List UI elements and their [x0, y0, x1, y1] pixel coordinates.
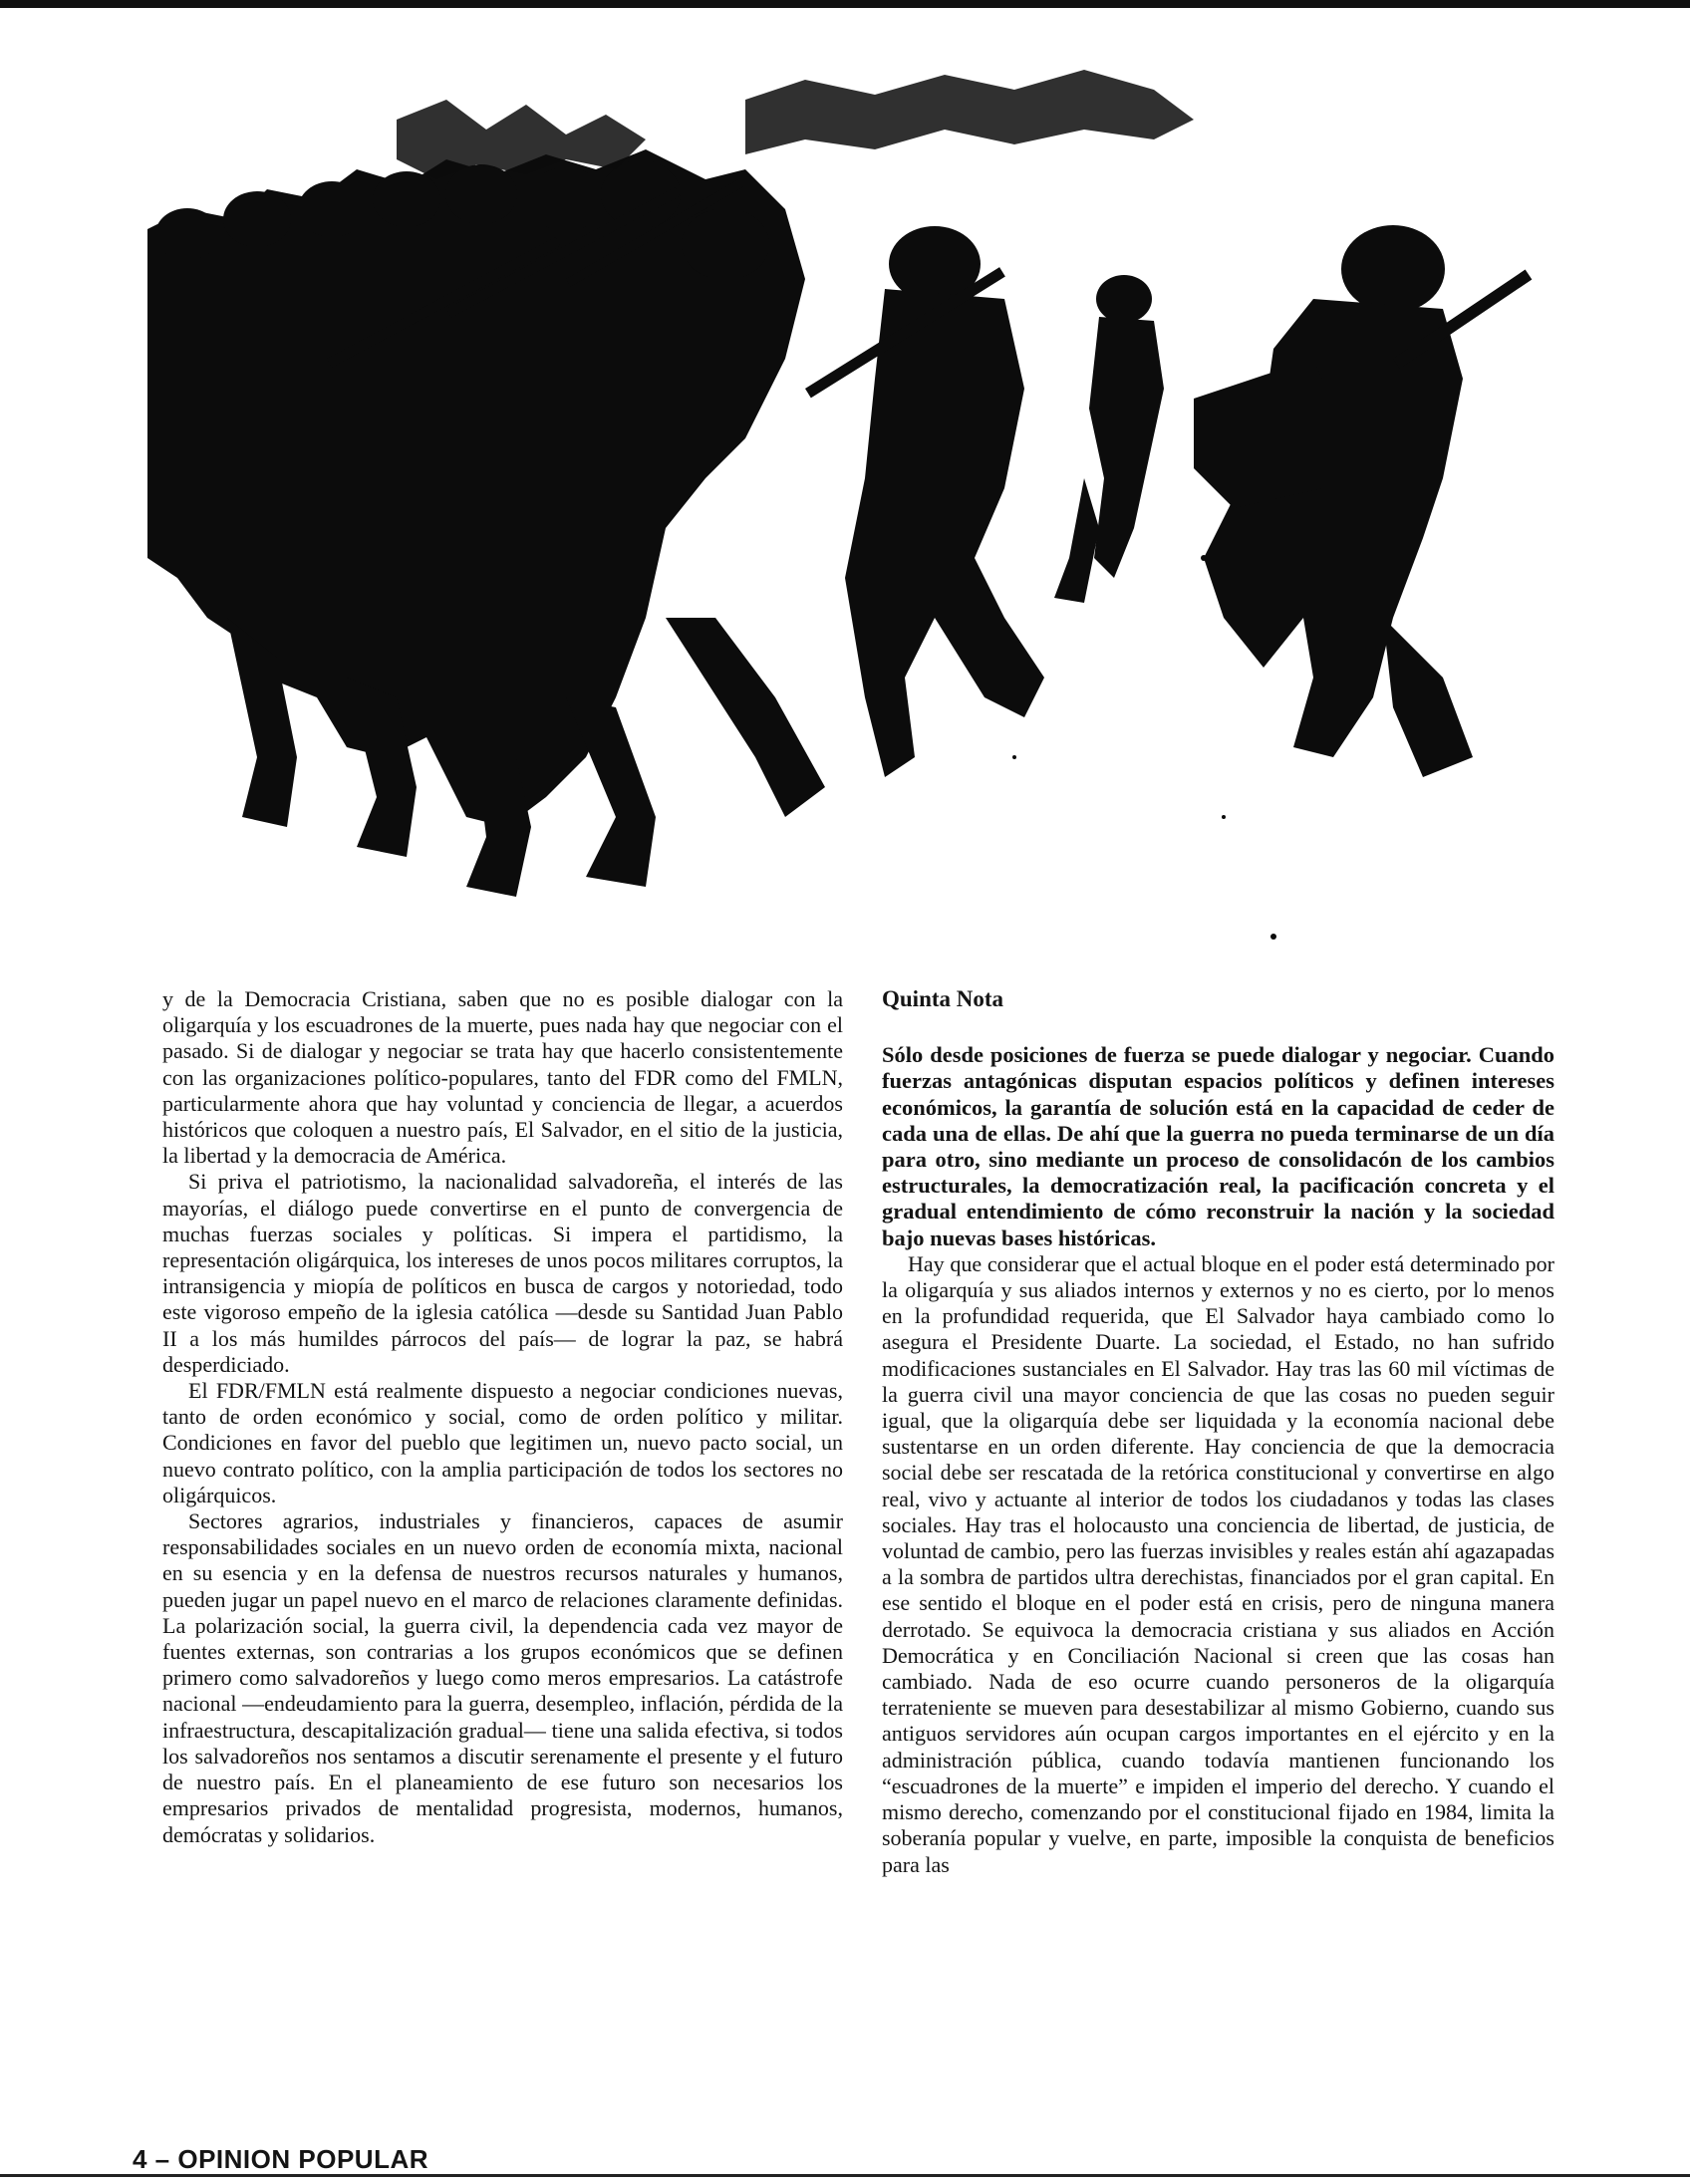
top-rule	[0, 0, 1690, 8]
page-footer: 4 – OPINION POPULAR	[133, 2144, 428, 2174]
left-paragraph-2: Si priva el patriotismo, la nacionalidad salvadoreña, el interés de las mayorías, el diálogo puede convertirse en el punto de convergencia de muchas fuerzas sociales y políticas. Si impera el partidismo, la representación oligárquica, los intereses de unos pocos militares corruptos, la intransigencia y miopía de políticos en busca de cargos y notoriedad, todo este vigoroso empeño de la iglesia católica —desde su Santidad Juan Pablo II a los más humildes párrocos del país— de lograr la paz, se habrá desperdiciado.	[162, 1169, 843, 1377]
left-paragraph-4: Sectores agrarios, industriales y financieros, capaces de asumir responsabilidades sociales en un nuevo orden de economía mixta, nacional en su esencia y en la defensa de nuestros recursos naturales y humanos, pueden jugar un papel nuevo en el marco de relaciones claramente definidas. La polarización social, la guerra civil, la dependencia cada vez mayor de fuentes externas, son contrarias a los grupos económicos que se definen primero como salvadoreños y luego como meros empresarios. La catástrofe nacional —endeudamiento para la guerra, desempleo, inflación, pérdida de la infraestructura, descapitalización gradual— tiene una salida efectiva, si todos los salvadoreños nos sentamos a discutir serenamente el presente y el futuro de nuestro país. En el planeamiento de ese futuro son necesarios los empresarios privados de mentalidad progresista, modernos, humanos, demócratas y solidarios.	[162, 1508, 843, 1847]
left-column	[162, 986, 843, 1848]
right-paragraph-1: Hay que considerar que el actual bloque en el poder está determinado por la oligarquía y sus aliados internos y externos y no es cierto, por lo menos en la profundidad requerida, que El Salvador haya cambiado como lo asegura el Presidente Duarte. La sociedad, el Estado, no han sufrido modificaciones sustanciales en El Salvador. Hay tras las 60 mil víctimas de la guerra civil una mayor conciencia de que las cosas no pueden seguir igual, que la oligarquía debe ser liquidada y la economía nacional debe sustentarse en un orden diferente. Hay conciencia de que la democracia social debe ser rescatada de la retórica constitucional y convertirse en algo real, vivo y actuante al interior de todos los ciudadanos y todas las clases sociales. Hay tras el holocausto una conciencia de libertad, de justicia, de voluntad de cambio, pero las fuerzas invisibles y reales están ahí agazapadas a la sombra de partidos ultra derechistas, financiados por el gran capital. En ese sentido el bloque en el poder está en crisis, pero de ninguna manera derrotado. Se equivoca la democracia cristiana y sus aliados en Acción Democrática y en Conciliación Nacional si creen que las cosas han cambiado. Nada de eso ocurre cuando personeros de la oligarquía terrateniente se mueven para desestabilizar al mismo Gobierno, cuando sus antiguos servidores aún ocupan cargos importantes en el ejército y en la administración pública, cuando todavía mantienen funcionando los “escuadrones de la muerte” e impiden el imperio del derecho. Y cuando el mismo derecho, comenzando por el constitucional fijado en 1984, limita la soberanía popular y vuelve, en parte, imposible la conquista de beneficios para las	[882, 1250, 1554, 1877]
left-paragraph-3: El FDR/FMLN está realmente dispuesto a negociar condiciones nuevas, tanto de orden económico y social, como de orden político y militar. Condiciones en favor del pueblo que legitimen un, nuevo pacto social, un nuevo contrato político, con la amplia participación de todos los sectores no oligárquicos.	[162, 1378, 843, 1507]
right-column	[882, 986, 1554, 1878]
left-paragraph-1: y de la Democracia Cristiana, saben que no es posible dialogar con la oligarquía y los escuadrones de la muerte, pues nada hay que negociar con el pasado. Si de dialogar y negociar se trata hay que hacerlo consistentemente con las organizaciones político-populares, tanto del FDR como del FMLN, particularmente ahora que hay voluntad y conciencia de llegar, a acuerdos históricos que coloquen a nuestro país, El Salvador, en el sitio de la justicia, la libertad y la democracia de América.	[162, 986, 843, 1169]
bottom-rule	[0, 2174, 1690, 2177]
soldiers-photo	[147, 60, 1543, 952]
section-title: Quinta Nota	[882, 986, 1004, 1011]
lead-paragraph: Sólo desde posiciones de fuerza se puede dialogar y negociar. Cuando fuerzas antagónicas disputan espacios políticos y definen intereses económicos, la garantía de solución está en la capacidad de ceder de cada una de ellas. De ahí que la guerra no pueda terminarse de un día para otro, sino mediante un proceso de consolidacón de los cambios estructurales, la democratización real, la pacificación concreta y el gradual entendimiento de cómo reconstruir la nación y la sociedad bajo nuevas bases históricas.	[882, 1042, 1554, 1250]
